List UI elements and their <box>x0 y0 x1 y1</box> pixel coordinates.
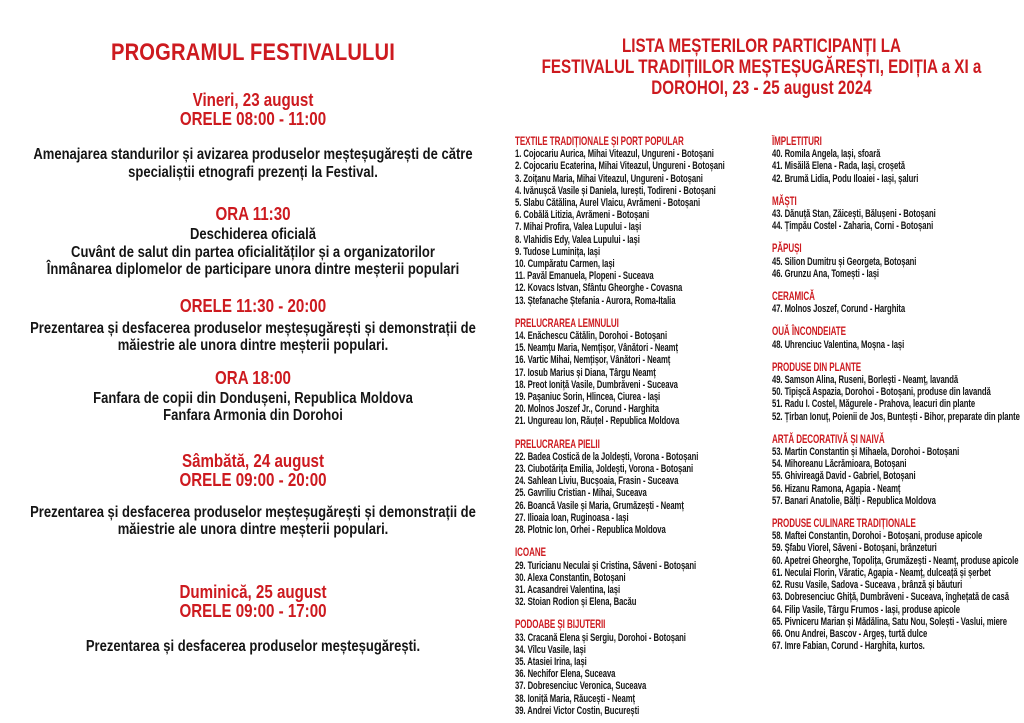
program-section <box>12 369 494 425</box>
craftsman-entry: 8. Vlahidis Edy, Valea Lupului - Iași <box>515 233 640 246</box>
program-body-line: Amenajarea standurilor și avizarea produselor meșteșugărești de către specialiștii etnografi prezenți la Festival. <box>33 146 473 181</box>
program-heading-line: Sâmbătă, 24 august <box>181 450 325 471</box>
craftsman-entry: 42. Brumă Lidia, Podu Iloaiei - Iași, șaluri <box>772 172 919 185</box>
craftsman-entry: 61. Neculai Florin, Văratic, Agapia - Neamț, dulceață și șerbet <box>772 566 991 579</box>
program-body-line: Prezentarea și desfacerea produselor meșteșugărești și demonstrații de măiestrie ale unora dintre meșterii populari. <box>30 503 476 538</box>
program-section <box>12 452 494 539</box>
program-body-line: Prezentarea și desfacerea produselor meșteșugărești. <box>85 637 421 655</box>
craftsman-entry: 14. Enăchescu Cătălin, Dorohoi - Botoșani <box>515 330 668 343</box>
craftsman-entry: 59. Șfabu Viorel, Săveni - Botoșani, brânzeturi <box>772 542 937 555</box>
craftsman-entry: 26. Boancă Vasile și Maria, Grumăzești - Neamț <box>515 499 684 512</box>
craftsman-entry: 20. Molnos Joszef Jr., Corund - Harghita <box>515 403 659 416</box>
craft-category-section <box>515 318 766 428</box>
participants-column-2 <box>772 136 1023 652</box>
craftsman-entry: 11. Pavăl Emanuela, Plopeni - Suceava <box>515 270 654 283</box>
craft-category-section <box>772 434 1023 507</box>
category-heading: PODOABE ȘI BIJUTERII <box>515 619 606 632</box>
program-heading-line: ORELE 09:00 - 20:00 <box>179 469 327 490</box>
category-heading: TEXTILE TRADIȚIONALE ȘI PORT POPULAR <box>515 136 684 148</box>
craft-category-section <box>772 362 1023 423</box>
craftsman-entry: 53. Martin Constantin și Mihaela, Dorohoi - Botoșani <box>772 446 960 459</box>
program-body <box>12 504 494 539</box>
craftsman-entry: 45. Silion Dumitru și Georgeta, Botoșani <box>772 255 917 268</box>
craftsman-entry: 7. Mihai Profira, Valea Lupului - Iași <box>515 221 642 234</box>
craftsman-entry: 19. Pașaniuc Sorin, Hlincea, Ciurea - Iași <box>515 391 661 404</box>
craftsman-entry: 13. Ștefanache Ștefania - Aurora, Roma-Italia <box>515 294 676 307</box>
craftsman-entry: 56. Hizanu Ramona, Agapia - Neamț <box>772 482 901 495</box>
craftsman-entry: 67. Imre Fabian, Corund - Harghita, kurtos. <box>772 640 925 653</box>
craftsman-entry: 16. Vartic Mihai, Nemțișor, Vânători - Neamț <box>515 354 671 367</box>
craftsman-entry: 30. Alexa Constantin, Botoșani <box>515 571 626 584</box>
program-heading-line: ORA 18:00 <box>215 367 291 388</box>
craftsman-entry: 27. Ilioaia Ioan, Ruginoasa - Iași <box>515 511 629 524</box>
program-title: PROGRAMUL FESTIVALULUI <box>110 39 396 66</box>
craftsman-entry: 58. Maftei Constantin, Dorohoi - Botoșani, produse apicole <box>772 530 983 543</box>
program-body <box>12 638 494 656</box>
craftsman-entry: 63. Dobresenciuc Ghiță, Dumbrăveni - Suceava, înghețată de casă <box>772 591 1009 604</box>
craftsman-entry: 2. Cojocariu Ecaterina, Mihai Viteazul, Ungureni - Botoșani <box>515 160 725 173</box>
program-section <box>12 91 494 181</box>
program-section <box>12 583 494 656</box>
program-heading-line: Duminică, 25 august <box>179 581 327 602</box>
craftsman-entry: 5. Slabu Cătălina, Aurel Vlaicu, Avrămeni - Botoșani <box>515 197 701 210</box>
craft-category-section <box>515 619 766 717</box>
category-heading: ÎMPLETITURI <box>772 136 822 148</box>
program-section <box>12 205 494 279</box>
category-heading: OUĂ ÎNCONDEIATE <box>772 326 846 339</box>
list-title-line: LISTA MEȘTERILOR PARTICIPANȚI LA <box>622 36 901 57</box>
craftsman-entry: 49. Samson Alina, Ruseni, Borlești - Neamț, lavandă <box>772 374 959 387</box>
category-heading: PĂPUȘI <box>772 243 802 256</box>
craftsman-entry: 47. Molnos Joszef, Corund - Harghita <box>772 303 906 316</box>
program-heading-line: ORELE 11:30 - 20:00 <box>179 295 327 316</box>
category-heading: CERAMICĂ <box>772 291 815 304</box>
program-panel <box>12 40 494 655</box>
category-heading: PRELUCRAREA PIELII <box>515 438 600 451</box>
craftsman-entry: 66. Onu Andrei, Bascov - Argeș, turtă dulce <box>772 627 928 640</box>
craftsman-entry: 32. Stoian Rodion și Elena, Bacău <box>515 596 637 609</box>
craftsman-entry: 38. Ioniță Maria, Răucești - Neamț <box>515 692 636 705</box>
program-schedule <box>12 91 494 655</box>
program-heading-line: ORELE 08:00 - 11:00 <box>179 109 327 129</box>
craftsman-entry: 18. Preot Ioniță Vasile, Dumbrăveni - Suceava <box>515 378 678 391</box>
craftsman-entry: 51. Radu I. Costel, Măgurele - Prahova, leacuri din plante <box>772 398 976 411</box>
craftsman-entry: 10. Cumpăratu Carmen, Iași <box>515 258 615 271</box>
program-heading-line: Vineri, 23 august <box>192 90 314 110</box>
craft-category-section <box>772 136 1023 185</box>
craftsman-entry: 65. Pivniceru Marian și Mădălina, Satu Nou, Solești - Vaslui, miere <box>772 615 1007 628</box>
craftsman-entry: 6. Cobălă Litizia, Avrămeni - Botoșani <box>515 209 650 222</box>
craft-category-section <box>515 547 766 608</box>
craft-category-section <box>772 291 1023 315</box>
category-heading: PRELUCRAREA LEMNULUI <box>515 317 619 330</box>
participants-list-title <box>500 36 1024 99</box>
category-heading: PRODUSE DIN PLANTE <box>772 361 862 374</box>
list-title-line: FESTIVALUL TRADIȚIILOR MEȘTEȘUGĂREȘTI, EDIȚIA a XI a <box>541 57 982 78</box>
craftsman-entry: 24. Sahlean Liviu, Bucșoaia, Frasin - Suceava <box>515 475 679 488</box>
craft-category-section <box>515 136 766 307</box>
craftsman-entry: 33. Cracană Elena și Sergiu, Dorohoi - Botoșani <box>515 631 686 644</box>
program-body <box>12 226 494 279</box>
craftsman-entry: 9. Tudose Luminița, Iași <box>515 245 601 258</box>
program-body-line: Prezentarea și desfacerea produselor meșteșugărești și demonstrații de măiestrie ale unora dintre meșterii populari. <box>30 319 476 354</box>
program-body-line: Înmânarea diplomelor de participare unora dintre meșterii populari <box>46 261 460 278</box>
craftsman-entry: 64. Filip Vasile, Târgu Frumos - Iași, produse apicole <box>772 603 960 616</box>
craftsman-entry: 12. Kovacs Istvan, Sfântu Gheorghe - Covasna <box>515 282 683 295</box>
craft-category-section <box>515 439 766 537</box>
craftsman-entry: 44. Țimpău Costel - Zaharia, Corni - Botoșani <box>772 220 934 233</box>
craftsman-entry: 15. Neamțu Maria, Nemțișor, Vânători - Neamț <box>515 342 678 355</box>
program-body-line: Deschiderea oficială <box>190 226 316 243</box>
craftsman-entry: 31. Acasandrei Valentina, Iași <box>515 583 621 596</box>
category-heading: ICOANE <box>515 547 546 560</box>
program-body <box>12 320 494 355</box>
craftsman-entry: 55. Ghivireagă David - Gabriel, Botoșani <box>772 470 916 483</box>
craftsman-entry: 17. Iosub Marius și Diana, Târgu Neamț <box>515 366 656 379</box>
craftsman-entry: 39. Andrei Victor Costin, București <box>515 704 640 717</box>
craftsman-entry: 1. Cojocariu Aurica, Mihai Viteazul, Ungureni - Botoșani <box>515 148 714 161</box>
craftsman-entry: 37. Dobresenciuc Veronica, Suceava <box>515 680 647 693</box>
craft-category-section <box>772 243 1023 280</box>
craftsman-entry: 23. Ciubotărița Emilia, Joldești, Vorona - Botoșani <box>515 463 694 476</box>
craftsman-entry: 41. Misăilă Elena - Rada, Iași, croșetă <box>772 160 905 173</box>
craftsman-entry: 50. Tipișcă Aspazia, Dorohoi - Botoșani, produse din lavandă <box>772 386 991 399</box>
craftsman-entry: 22. Badea Costică de la Joldești, Vorona - Botoșani <box>515 450 699 463</box>
craft-category-section <box>772 196 1023 233</box>
craftsman-entry: 34. Vîlcu Vasile, Iași <box>515 643 586 656</box>
craftsman-entry: 21. Ungureau Ion, Răuțel - Republica Moldova <box>515 415 680 428</box>
category-heading: MĂȘTI <box>772 195 797 208</box>
craftsman-entry: 60. Apetrei Gheorghe, Topolița, Grumăzești - Neamț, produse apicole <box>772 554 1019 567</box>
list-title-line: DOROHOI, 23 - 25 august 2024 <box>651 78 872 99</box>
program-heading-line: ORELE 09:00 - 17:00 <box>179 600 327 621</box>
craft-category-section <box>772 518 1023 652</box>
program-body-line: Cuvânt de salut din partea oficialităților și a organizatorilor <box>71 243 435 261</box>
program-body-line: Fanfara de copii din Dondușeni, Republica Moldova <box>93 389 413 407</box>
craftsman-entry: 29. Turicianu Neculai și Cristina, Săveni - Botoșani <box>515 559 697 572</box>
craftsman-entry: 40. Romila Angela, Iași, sfoară <box>772 148 881 161</box>
craftsman-entry: 3. Zoițanu Maria, Mihai Viteazul, Ungureni - Botoșani <box>515 172 703 185</box>
craftsman-entry: 43. Dănuță Stan, Zăicești, Bălușeni - Botoșani <box>772 208 936 221</box>
program-heading-line: ORA 11:30 <box>215 204 291 224</box>
craftsman-entry: 4. Ivănușcă Vasile și Daniela, Iurești, Todireni - Botoșani <box>515 184 716 197</box>
craftsman-entry: 52. Țirban Ionuț, Poienii de Jos, Buntești - Bihor, preparate din plante <box>772 410 1020 423</box>
craft-category-section <box>772 326 1023 350</box>
program-section <box>12 297 494 355</box>
program-body <box>12 390 494 425</box>
craftsman-entry: 48. Uhrenciuc Valentina, Moșna - Iași <box>772 338 905 351</box>
program-body-line: Fanfara Armonia din Dorohoi <box>163 407 343 424</box>
craftsman-entry: 28. Plotnic Ion, Orhei - Republica Moldova <box>515 524 666 537</box>
craftsman-entry: 62. Rusu Vasile, Sadova - Suceava , brânză și băuturi <box>772 579 963 592</box>
craftsman-entry: 46. Grunzu Ana, Tomești - Iași <box>772 267 880 280</box>
craftsman-entry: 25. Gavriliu Cristian - Mihai, Suceava <box>515 487 647 500</box>
craftsman-entry: 57. Banari Anatolie, Bălți - Republica Moldova <box>772 494 936 507</box>
craftsman-entry: 36. Nechifor Elena, Suceava <box>515 668 616 681</box>
category-heading: PRODUSE CULINARE TRADIȚIONALE <box>772 518 916 531</box>
category-heading: ARTĂ DECORATIVĂ ȘI NAIVĂ <box>772 433 885 446</box>
craftsman-entry: 35. Atasiei Irina, Iași <box>515 655 587 668</box>
participants-column-1 <box>515 136 766 717</box>
craftsman-entry: 54. Mihoreanu Lăcrămioara, Botoșani <box>772 458 907 471</box>
program-body <box>12 146 494 181</box>
